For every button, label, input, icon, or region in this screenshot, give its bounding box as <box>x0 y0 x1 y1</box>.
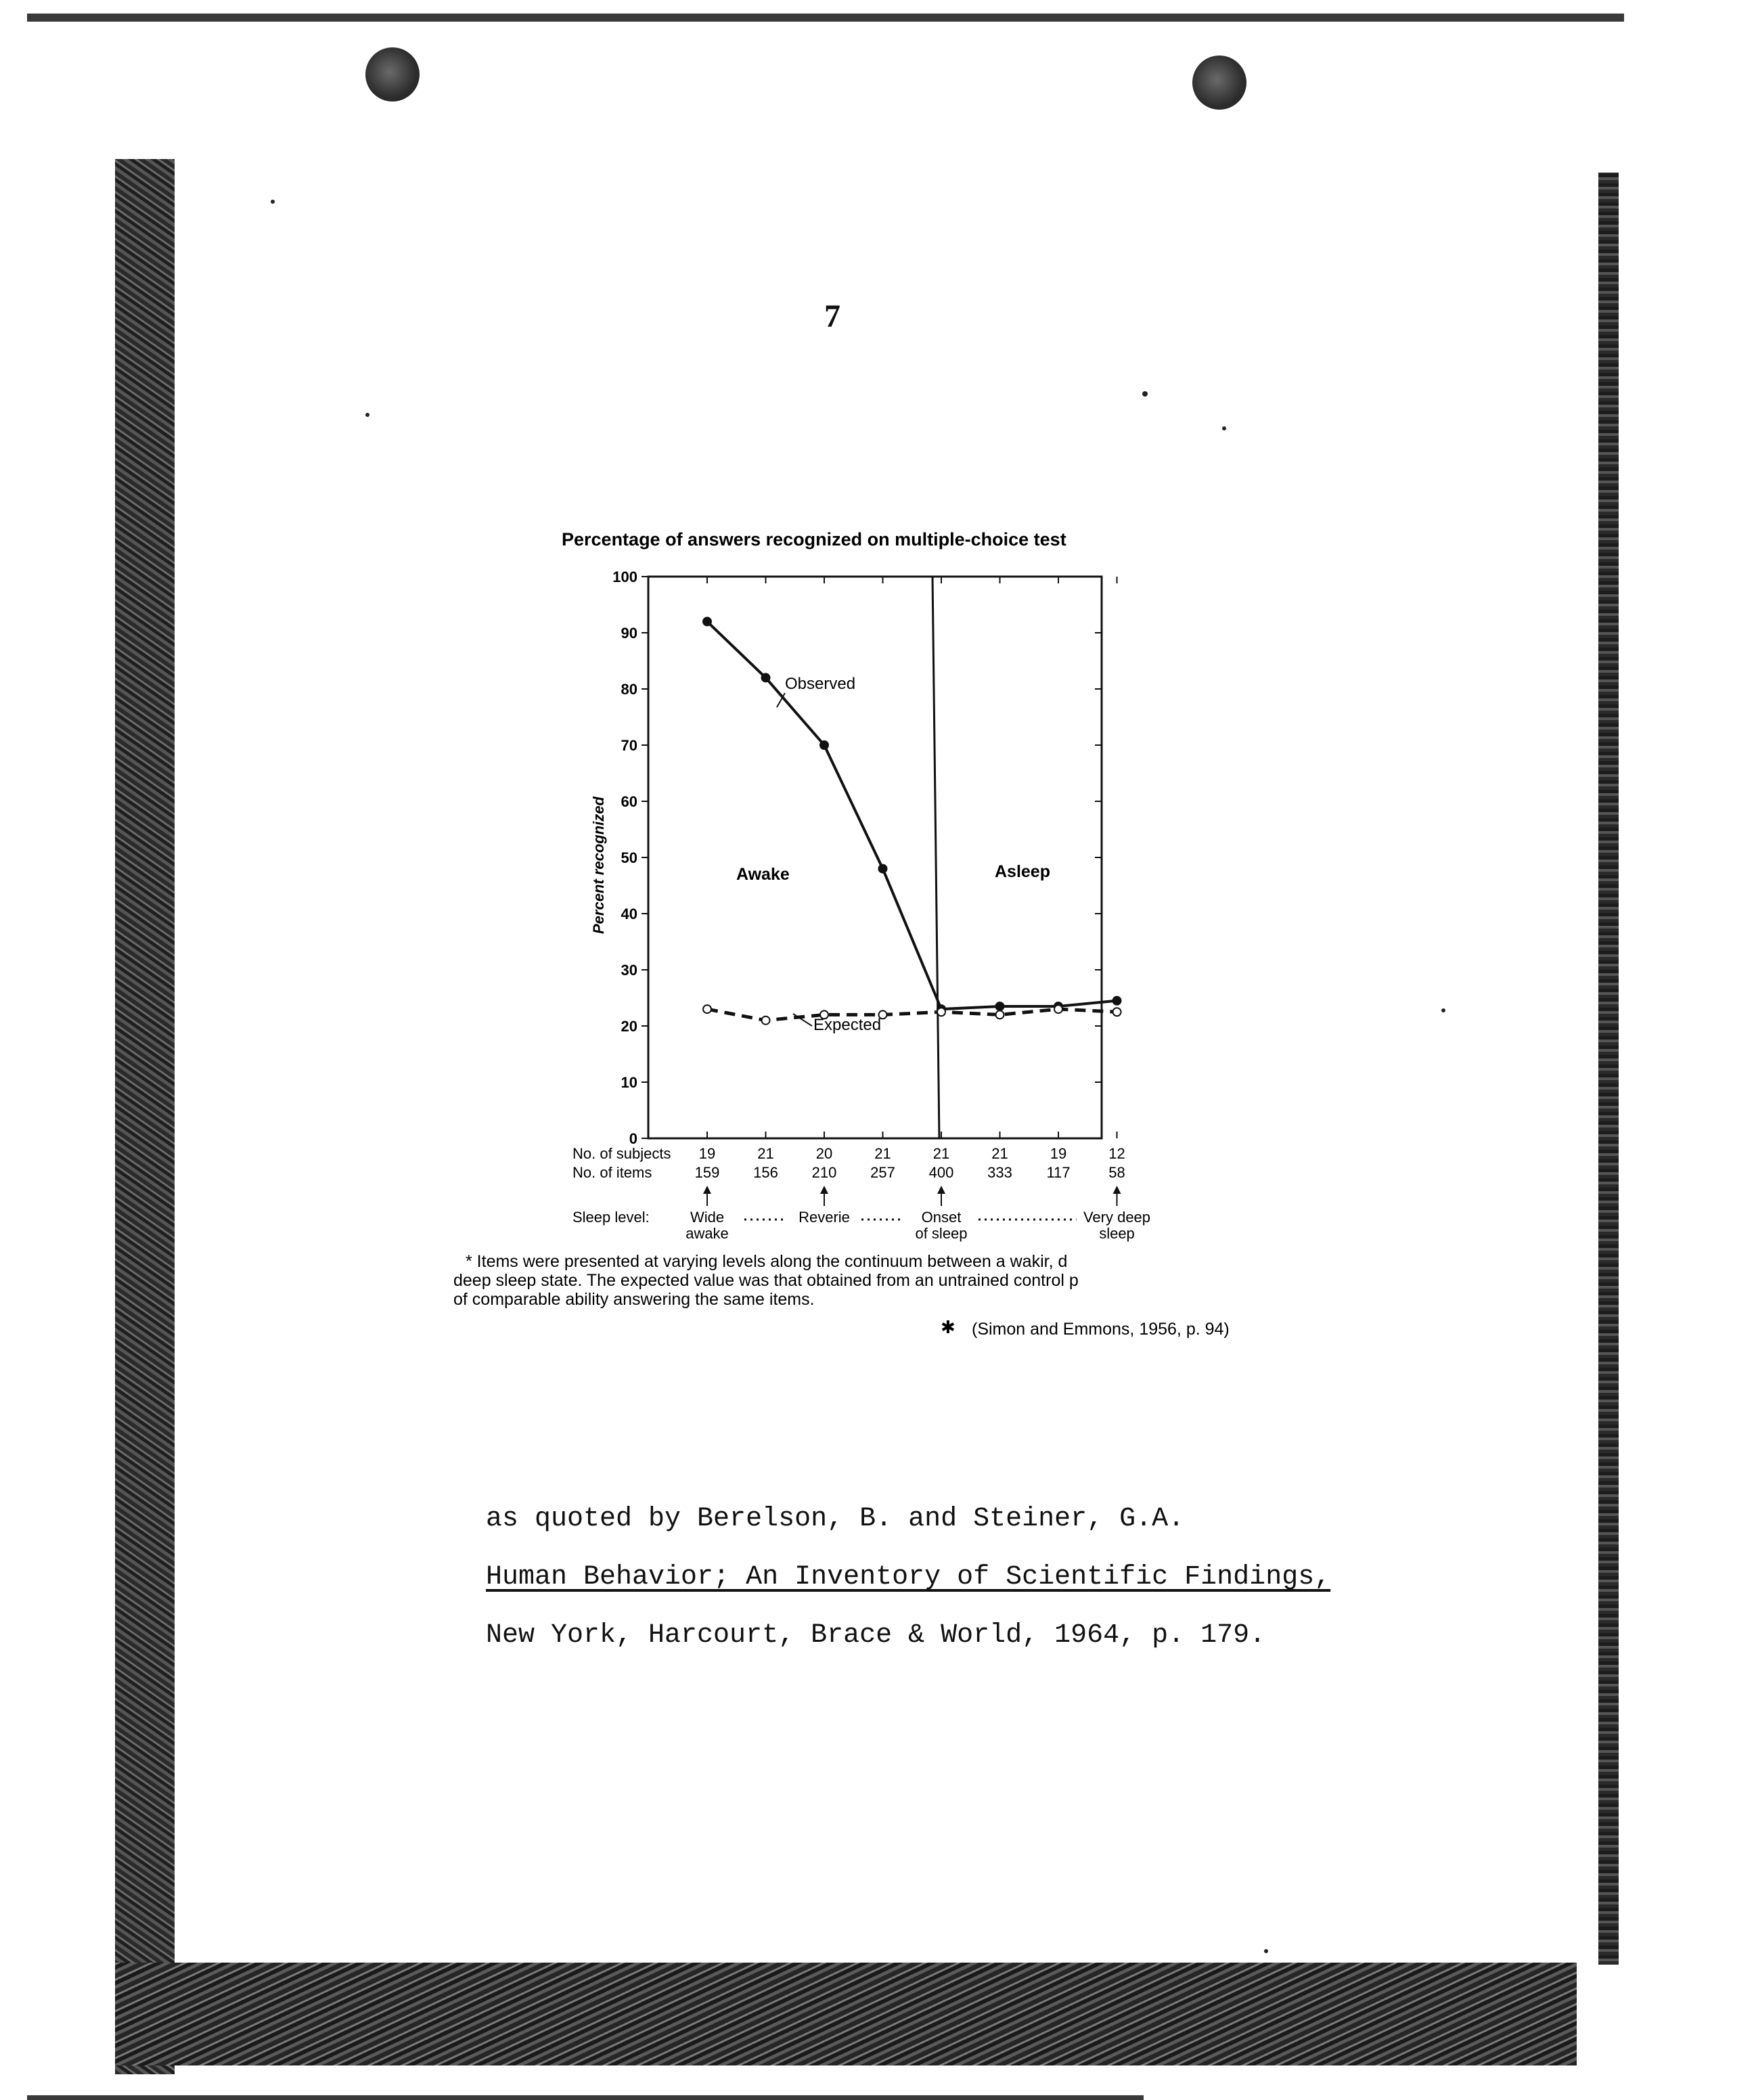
footnote-line: * Items were presented at varying levels along the continuum between a wakir, d <box>466 1252 1068 1271</box>
scan-speck <box>365 413 369 417</box>
sleep-level-label: Reverie <box>799 1209 850 1226</box>
sleep-level-label-2: sleep <box>1099 1225 1135 1242</box>
data-point-expected <box>996 1010 1004 1019</box>
row-label-subjects: No. of subjects <box>572 1145 671 1162</box>
page-number: 7 <box>824 298 840 334</box>
subjects-items-table <box>572 1145 1150 1242</box>
items-value: 210 <box>811 1164 837 1181</box>
subjects-value: 19 <box>1050 1145 1067 1162</box>
citation-line-3: New York, Harcourt, Brace & World, 1964, p. 179. <box>486 1620 1266 1651</box>
sleep-level-arrowhead <box>1113 1186 1121 1194</box>
items-value: 117 <box>1046 1164 1071 1181</box>
sleep-level-label: Onset <box>921 1209 962 1226</box>
sleep-level-label: Very deep <box>1083 1209 1151 1226</box>
subjects-value: 21 <box>757 1145 774 1162</box>
data-point-observed <box>820 741 828 749</box>
figure-footnote <box>453 1252 1230 1339</box>
sleep-level-label: Wide <box>690 1209 725 1226</box>
y-tick-label: 50 <box>621 849 637 866</box>
top-scan-edge <box>27 14 1624 22</box>
y-tick-label: 10 <box>621 1074 637 1091</box>
y-tick-label: 20 <box>621 1018 637 1035</box>
row-label-sleep: Sleep level: <box>572 1209 650 1226</box>
items-value: 159 <box>694 1164 720 1181</box>
figure <box>406 501 1299 1381</box>
scan-speck <box>1222 426 1226 430</box>
data-point-observed <box>762 673 770 682</box>
items-value: 156 <box>753 1164 778 1181</box>
items-value: 400 <box>928 1164 954 1181</box>
figure-source: (Simon and Emmons, 1956, p. 94) <box>972 1320 1230 1339</box>
y-tick-label: 90 <box>621 625 637 642</box>
data-point-expected <box>1113 1008 1121 1016</box>
citation-line-1: as quoted by Berelson, B. and Steiner, G.A. <box>486 1504 1185 1534</box>
items-value: 257 <box>870 1164 895 1181</box>
data-point-observed <box>1113 997 1121 1005</box>
y-tick-label: 100 <box>612 568 637 585</box>
observed-series-label: Observed <box>785 675 856 693</box>
subjects-value: 21 <box>874 1145 891 1162</box>
chart-frame <box>648 577 1102 1138</box>
data-point-observed <box>996 1002 1004 1010</box>
items-value: 333 <box>987 1164 1012 1181</box>
region-awake-label: Awake <box>736 865 790 884</box>
y-tick-label: 80 <box>621 681 637 698</box>
bottom-scan-edge <box>27 2095 1144 2100</box>
expected-series-label: Expected <box>813 1016 882 1034</box>
sleep-level-label-2: awake <box>685 1225 729 1242</box>
row-label-items: No. of items <box>572 1164 652 1181</box>
sleep-level-label-2: of sleep <box>915 1225 968 1242</box>
data-point-observed <box>879 865 887 873</box>
y-tick-label: 60 <box>621 793 637 810</box>
sleep-level-arrowhead <box>820 1186 828 1194</box>
bottom-scan-border <box>115 1963 1577 2065</box>
data-point-expected <box>703 1005 711 1013</box>
scan-speck <box>1142 391 1148 397</box>
subjects-value: 21 <box>991 1145 1008 1162</box>
footnote-line: of comparable ability answering the same items. <box>453 1290 815 1309</box>
right-punch-hole <box>1192 55 1246 110</box>
data-point-observed <box>703 617 711 625</box>
subjects-value: 21 <box>932 1145 950 1162</box>
subjects-value: 20 <box>815 1145 833 1162</box>
y-tick-label: 70 <box>621 737 637 754</box>
right-scan-border <box>1598 173 1619 1965</box>
region-asleep-label: Asleep <box>995 862 1050 881</box>
sleep-level-arrowhead <box>937 1186 945 1194</box>
figure-caption: Percentage of answers recognized on multiple-choice test <box>562 529 1066 550</box>
data-point-expected <box>762 1017 770 1025</box>
items-value: 58 <box>1108 1164 1125 1181</box>
left-scan-border <box>115 159 175 2074</box>
scan-speck <box>1441 1008 1445 1012</box>
asterisk-mark: ✱ <box>941 1317 955 1337</box>
scan-speck <box>1264 1949 1268 1953</box>
data-point-expected <box>937 1008 945 1016</box>
awake-asleep-divider <box>932 577 939 1138</box>
chart-plot-area <box>590 568 1121 1147</box>
footnote-line: deep sleep state. The expected value was that obtained from an untrained control p <box>453 1271 1079 1290</box>
left-punch-hole <box>365 47 420 102</box>
data-point-expected <box>1054 1005 1062 1013</box>
subjects-value: 12 <box>1108 1145 1125 1162</box>
sleep-level-arrowhead <box>703 1186 711 1194</box>
scan-speck <box>271 200 275 204</box>
subjects-value: 19 <box>698 1145 716 1162</box>
y-axis-label: Percent recognized <box>590 797 607 934</box>
y-tick-label: 0 <box>629 1130 637 1147</box>
y-tick-label: 40 <box>621 906 637 922</box>
citation-title: Human Behavior; An Inventory of Scientific Findings, <box>486 1562 1331 1592</box>
y-tick-label: 30 <box>621 962 637 979</box>
